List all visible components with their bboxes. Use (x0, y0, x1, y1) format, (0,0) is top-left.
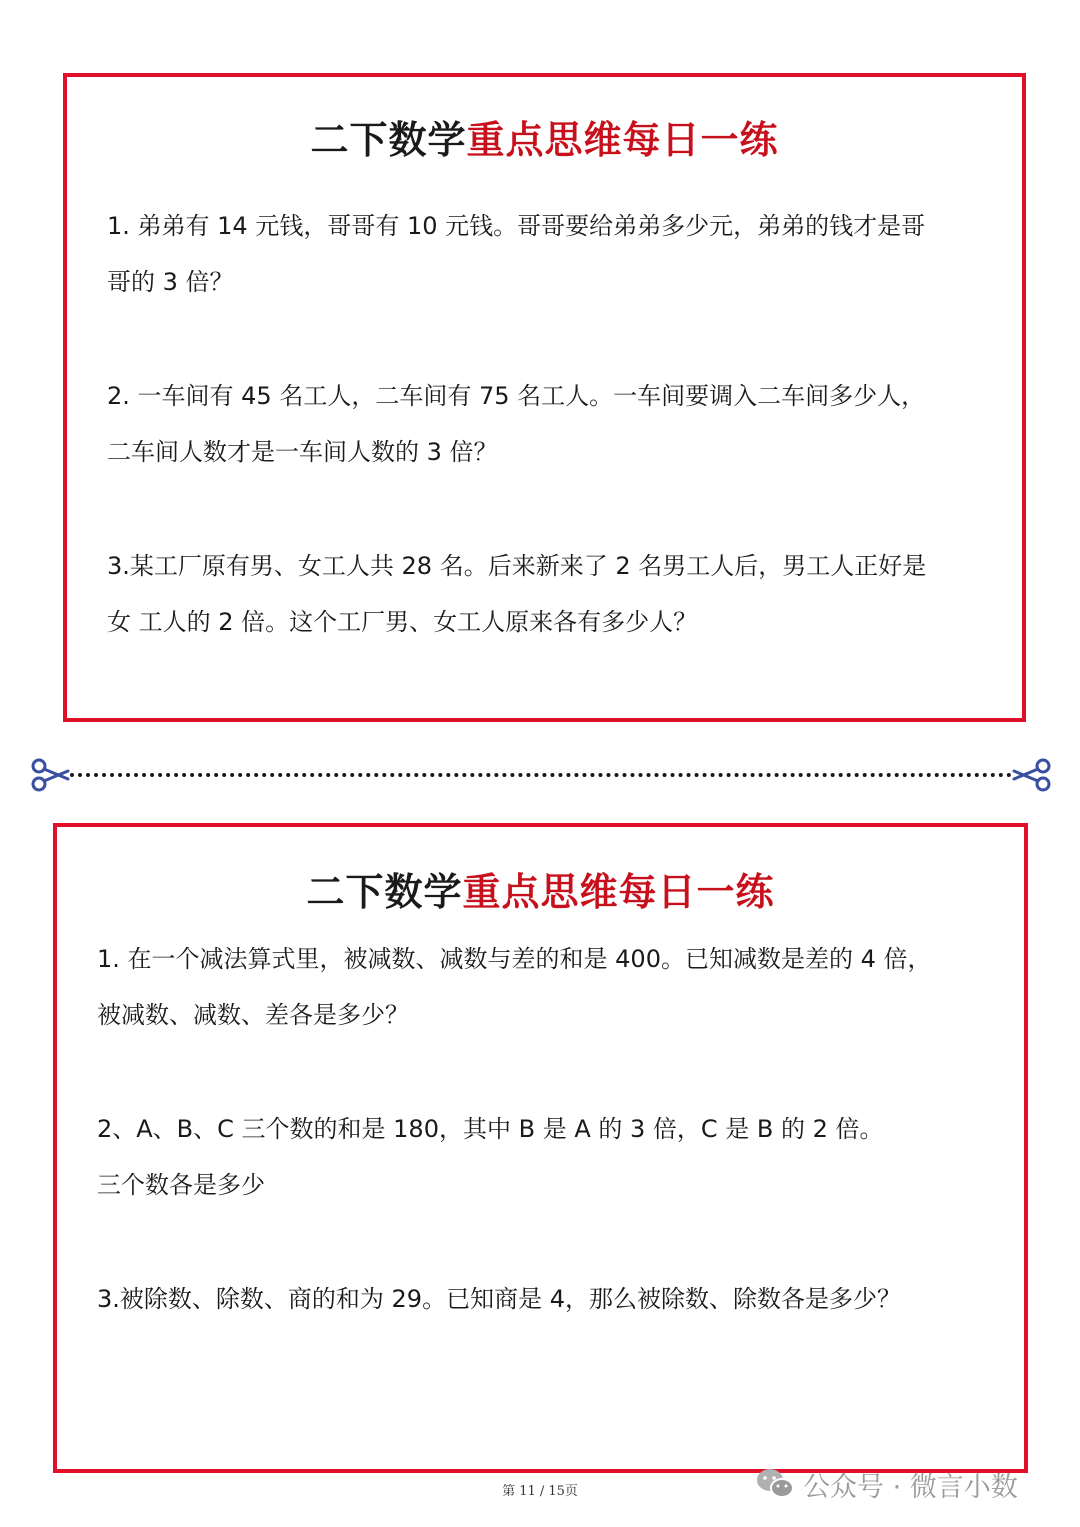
card-title-black: 二下数学 (310, 117, 467, 162)
question-line: 女 工人的 2 倍。这个工厂男、女工人原来各有多少人？ (107, 608, 698, 636)
question-line: 2. 一车间有 45 名工人，二车间有 75 名工人。一车间要调入二车间多少人， (107, 382, 926, 410)
question-line: 三个数各是多少 (97, 1171, 265, 1199)
cut-line (30, 755, 1052, 795)
question-line: 1. 在一个减法算式里，被减数、减数与差的和是 400。已知减数是差的 4 倍， (97, 945, 932, 973)
question-1 (107, 198, 925, 310)
question-line: 哥的 3 倍？ (107, 268, 234, 296)
question-line: 被减数、减数、差各是多少？ (97, 1001, 409, 1029)
card-title-red: 重点思维每日一练 (466, 117, 779, 162)
watermark-text: 公众号 · 微言小数 (803, 1471, 1018, 1503)
question-2 (107, 368, 925, 480)
question-line: 3.被除数、除数、商的和为 29。已知商是 4，那么被除数、除数各是多少？ (97, 1285, 901, 1313)
question-3 (97, 1271, 901, 1327)
question-line: 二车间人数才是一车间人数的 3 倍？ (107, 438, 498, 466)
dotted-line (70, 773, 1012, 777)
question-1 (97, 931, 932, 1043)
question-line: 3.某工厂原有男、女工人共 28 名。后来新来了 2 名男工人后，男工人正好是 (107, 552, 927, 580)
card-title-red: 重点思维每日一练 (462, 869, 775, 914)
practice-card-1 (63, 73, 1026, 722)
question-2 (97, 1101, 884, 1213)
practice-card-2 (53, 823, 1028, 1473)
scissors-icon (1012, 757, 1052, 793)
question-line: 2、A、B、C 三个数的和是 180，其中 B 是 A 的 3 倍，C 是 B 的 2 倍。 (97, 1115, 884, 1143)
wechat-icon (755, 1467, 795, 1501)
card-title (57, 861, 1024, 916)
question-line: 1. 弟弟有 14 元钱，哥哥有 10 元钱。哥哥要给弟弟多少元，弟弟的钱才是哥 (107, 212, 926, 240)
card-title (67, 109, 1022, 164)
question-3 (107, 538, 926, 650)
card-title-black: 二下数学 (306, 869, 463, 914)
scissors-icon (30, 757, 70, 793)
watermark (755, 1462, 1018, 1506)
page-number: 第 11 / 15页 (502, 1484, 578, 1499)
